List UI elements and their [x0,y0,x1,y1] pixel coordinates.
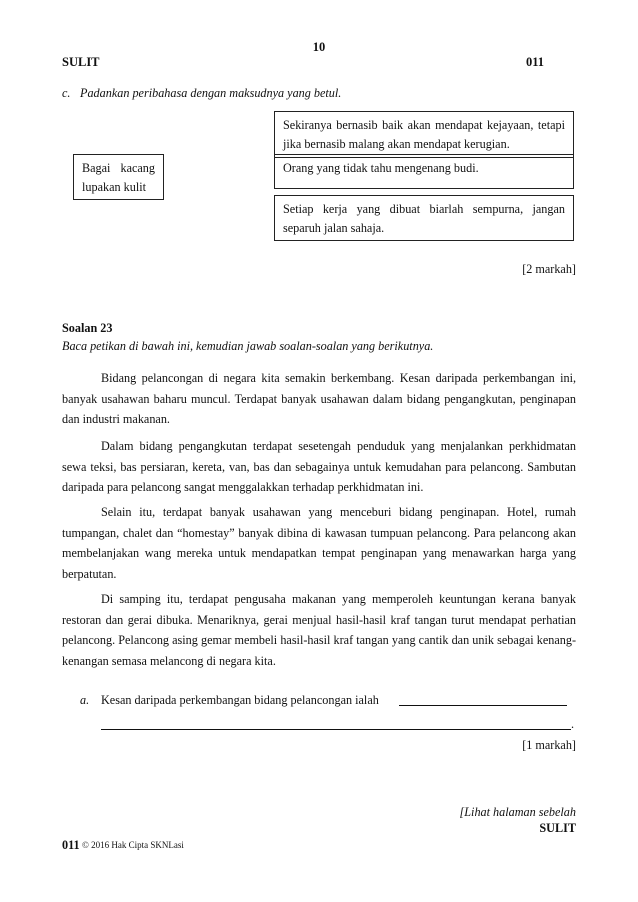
passage-text-2: Dalam bidang pengangkutan terdapat sesetengah penduduk yang menjalankan perkhidmatan sewa teksi, bas persiaran, kereta, van, bas dan sebagainya untuk kemudahan para pelancong. Sambutan daripada para pelancong sangat menggalakkan terhadap perkhidmatan ini. [62,439,576,494]
header-code: 011 [526,55,545,69]
passage-paragraph-3 [62,502,576,584]
next-page-note: [Lihat halaman sebelah [459,805,576,819]
footer-copyright: © 2016 Hak Cipta SKNLasi [82,840,184,850]
answer-line-2[interactable] [101,729,571,730]
proverb-text: Bagai kacang lupakan kulit [82,161,155,194]
passage-paragraph-4 [62,589,576,671]
page-number: 10 [312,40,326,54]
passage-paragraph-2 [62,436,576,498]
passage-text-1: Bidang pelancongan di negara kita semakin berkembang. Kesan daripada perkembangan ini, banyak usahawan baharu muncul. Terdapat banyak usahawan dalam bidang pengangkutan, penginapan dan industri makanan. [62,371,576,426]
question-a-text: Kesan daripada perkembangan bidang pelancongan ialah [101,693,379,707]
part-c-marks: [2 markah] [522,262,576,276]
passage-paragraph-1 [62,368,576,430]
meaning-text-3: Setiap kerja yang dibuat biarlah sempurna, jangan separuh jalan sahaja. [283,202,565,235]
footer-sulit: SULIT [539,821,576,835]
answer-line-end: . [571,717,575,731]
answer-line-1[interactable] [399,705,567,706]
meaning-box-3 [274,195,574,241]
question-title: Soalan 23 [62,321,113,335]
proverb-box [73,154,164,200]
meaning-text-2: Orang yang tidak tahu mengenang budi. [283,161,479,175]
meaning-text-1: Sekiranya bernasib baik akan mendapat kejayaan, tetapi jika bernasib malang akan mendapat kerugian. [283,118,565,151]
part-c-instruction: Padankan peribahasa dengan maksudnya yang betul. [80,86,342,100]
question-a-marks: [1 markah] [522,738,576,752]
meaning-box-1 [274,111,574,158]
passage-text-4: Di samping itu, terdapat pengusaha makanan yang memperoleh keuntungan kerana banyak restoran dan gerai dibuka. Menariknya, gerai menjual hasil-hasil kraf tangan turut mendapat perhatian pelancong. Pelancong asing gemar membeli hasil-hasil kraf tangan yang cantik dan unik sebagai kenang-kenangan semasa melancong di negara kita. [62,592,576,668]
passage-text-3: Selain itu, terdapat banyak usahawan yang menceburi bidang penginapan. Hotel, rumah tumpangan, chalet dan “homestay” banyak dibina di kawasan tumpuan pelancong. Para pelancong akan membelanjakan wang mereka untuk mendapatkan tempat penginapan yang menawarkan harga yang berpatutan. [62,505,576,581]
question-instruction: Baca petikan di bawah ini, kemudian jawab soalan-soalan yang berikutnya. [62,339,434,353]
meaning-box-2 [274,154,574,189]
question-a-label: a. [80,693,90,707]
footer-code: 011 [62,838,80,852]
header-sulit: SULIT [62,55,100,69]
part-c-label: c. [62,86,71,100]
